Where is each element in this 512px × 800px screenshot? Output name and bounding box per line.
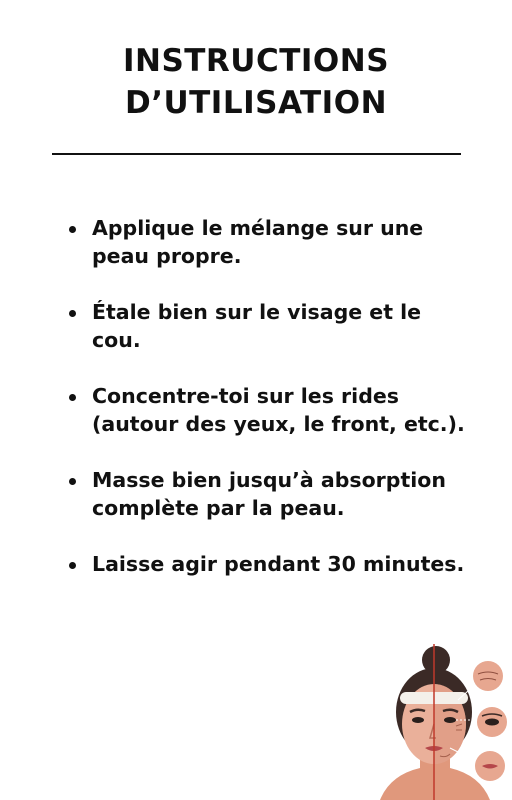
zoom-circle-forehead	[473, 661, 503, 691]
face-aging-illustration-icon	[370, 640, 510, 800]
page-title-line-2: D’UTILISATION	[124, 85, 388, 121]
title-divider	[52, 153, 461, 155]
left-eye	[412, 717, 424, 723]
instruction-item: Concentre-toi sur les rides (autour des yeux, le front, etc.).	[66, 382, 466, 438]
page-title-line-1: INSTRUCTIONS	[122, 43, 390, 79]
instruction-list	[66, 214, 466, 606]
zoom-eye	[485, 719, 499, 726]
instruction-item: Étale bien sur le visage et le cou.	[66, 298, 466, 354]
right-eye	[444, 717, 456, 723]
page-title	[0, 40, 512, 124]
instruction-item: Applique le mélange sur une peau propre.	[66, 214, 466, 270]
instruction-item: Masse bien jusqu’à absorption complète par la peau.	[66, 466, 466, 522]
instruction-item: Laisse agir pendant 30 minutes.	[66, 550, 466, 578]
hair-bun	[422, 646, 450, 674]
